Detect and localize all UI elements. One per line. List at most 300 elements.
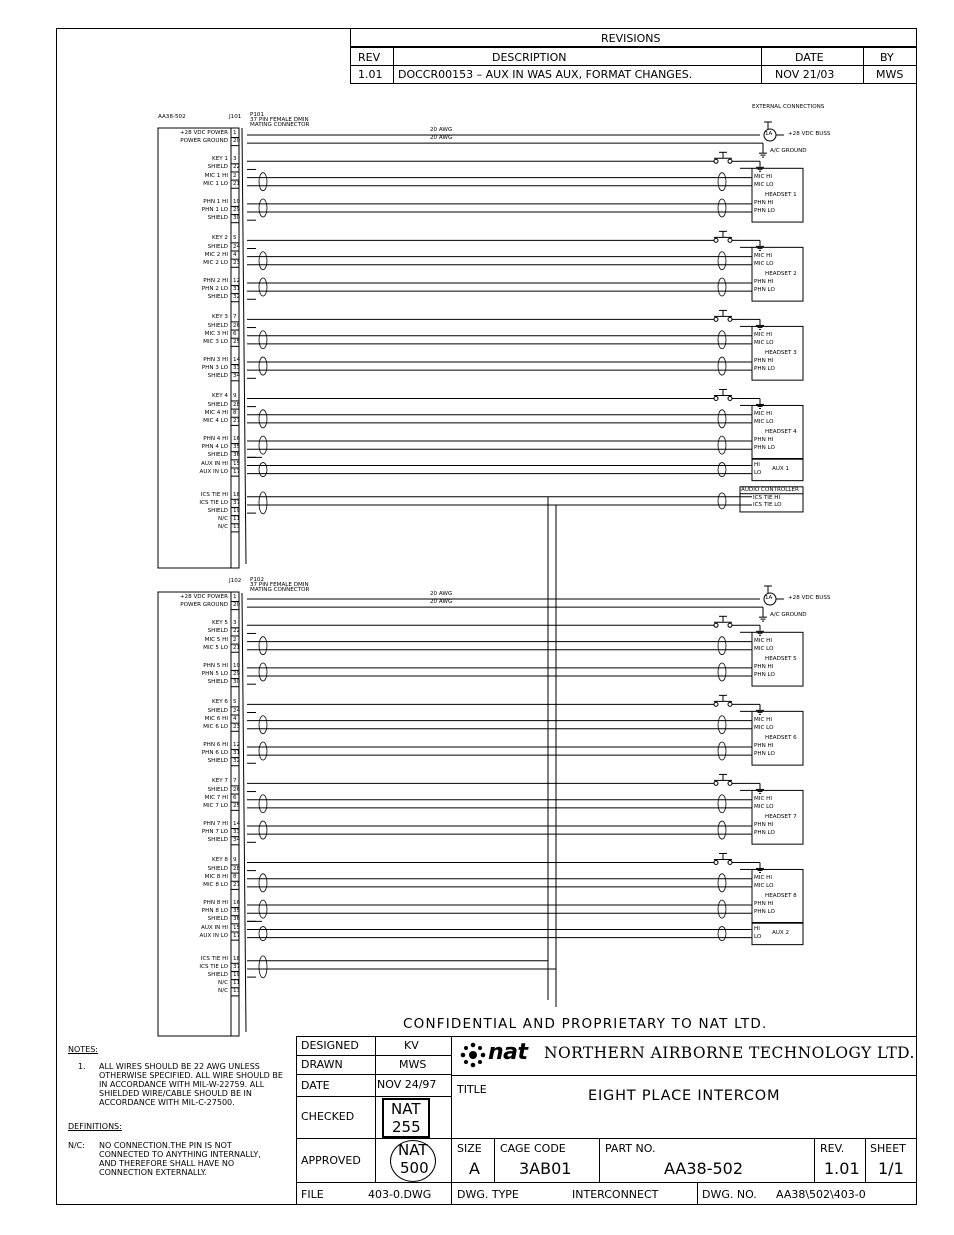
description-header: DESCRIPTION: [492, 51, 567, 64]
pin-label: MIC 6 HI: [204, 715, 228, 722]
wire-gauge-label: 20 AWG: [430, 599, 453, 606]
pin-number: 36: [233, 452, 241, 459]
device-pin-label: PHN HI: [754, 437, 774, 444]
pin-label: PHN 1 HI: [203, 198, 228, 205]
pin-number: 7: [233, 314, 237, 321]
pin-label: SHIELD: [207, 373, 228, 380]
pin-number: 22: [233, 628, 241, 635]
shield-oval: [718, 795, 726, 813]
wire-gauge-label: 20 AWG: [430, 591, 453, 597]
device-pin-label: MIC LO: [754, 803, 774, 810]
shield-oval: [718, 493, 726, 509]
pin-label: AUX IN HI: [201, 460, 228, 467]
cage-label: CAGE CODE: [500, 1142, 566, 1155]
pin-number: 17: [233, 932, 241, 939]
pin-label: MIC 6 LO: [203, 723, 228, 730]
pin-number: 34: [233, 837, 241, 844]
date-header: DATE: [795, 51, 824, 64]
pin-number: 14: [233, 357, 241, 363]
date-value: NOV 24/97: [377, 1078, 437, 1091]
shield-oval: [718, 663, 726, 681]
pin-label: N/C: [218, 524, 228, 531]
shield-oval: [718, 716, 726, 734]
nc-line-1: NO CONNECTION.THE PIN IS NOT: [99, 1141, 232, 1150]
pin-number: 25: [233, 338, 241, 345]
shield-oval: [259, 463, 267, 477]
dwg-type-label: DWG. TYPE: [457, 1188, 519, 1201]
nc-key: N/C:: [68, 1141, 85, 1150]
pin-label: PHN 1 LO: [201, 207, 228, 214]
pin-number: 16: [233, 900, 241, 907]
pin-number: 6: [233, 794, 237, 801]
pin-number: 2: [233, 636, 237, 643]
switch-contact: [728, 159, 732, 163]
pin-label: PHN 3 HI: [203, 357, 228, 363]
device-pin-label: LO: [754, 469, 762, 476]
shield-oval: [259, 199, 267, 217]
device-pin-label: PHN HI: [754, 278, 774, 285]
pin-label: +28 VDC POWER: [179, 130, 228, 136]
pin-label: SHIELD: [207, 401, 228, 408]
device-pin-label: MIC LO: [754, 418, 774, 425]
pin-label: MIC 5 HI: [204, 636, 228, 643]
dwg-type-value: INTERCONNECT: [572, 1188, 659, 1201]
switch-contact: [714, 159, 718, 163]
file-value: 403-0.DWG: [368, 1188, 432, 1201]
pin-label: MIC 2 LO: [203, 259, 228, 266]
cage-value: 3AB01: [519, 1159, 572, 1178]
device-pin-label: MIC LO: [754, 724, 774, 731]
rev-header: REV: [358, 51, 381, 64]
ground-label: A/C GROUND: [770, 148, 807, 155]
pin-number: 4: [233, 251, 237, 258]
device-pin-label: PHN LO: [754, 287, 775, 294]
device-pin-label: PHN HI: [754, 822, 774, 828]
device-pin-label: MIC HI: [754, 173, 773, 180]
pin-number: 16: [233, 436, 241, 443]
pin-label: SHIELD: [207, 628, 228, 635]
plug-description: MATING CONNECTOR: [250, 122, 310, 128]
approved-label: APPROVED: [301, 1154, 361, 1167]
plug-description: MATING CONNECTOR: [250, 587, 310, 593]
shield-oval: [259, 252, 267, 270]
device-pin-label: PHN LO: [754, 909, 775, 916]
shield-oval: [259, 637, 267, 655]
device-pin-label: PHN LO: [754, 208, 775, 215]
pin-label: POWER GROUND: [180, 602, 228, 609]
switch-contact: [728, 317, 732, 321]
shield-oval: [259, 795, 267, 813]
device-pin-label: MIC HI: [754, 410, 773, 417]
shield-oval: [259, 900, 267, 918]
pin-number: 25: [233, 802, 241, 809]
unit-label: AA38-502: [158, 114, 186, 120]
pin-label: SHIELD: [207, 243, 228, 250]
headset-name: HEADSET 7: [765, 813, 797, 820]
device-pin-label: HI: [754, 461, 760, 468]
plug-outline: [242, 128, 246, 564]
revisions-title: REVISIONS: [601, 32, 661, 45]
shield-oval: [718, 331, 726, 349]
pin-label: KEY 3: [212, 314, 228, 321]
pin-number: 28: [233, 865, 241, 872]
pin-number: 20: [233, 138, 241, 145]
pin-label: MIC 4 LO: [203, 417, 228, 424]
pin-label: PHN 8 HI: [203, 900, 228, 907]
pin-label: N/C: [218, 988, 228, 995]
shield-oval: [259, 173, 267, 191]
pin-number: 33: [233, 829, 241, 836]
pin-label: SHIELD: [207, 707, 228, 714]
pin-number: 7: [233, 778, 237, 785]
pin-number: 22: [233, 164, 241, 171]
notes-title: NOTES:: [68, 1045, 98, 1054]
pin-number: 27: [233, 417, 241, 424]
plug-label: P101: [250, 112, 265, 118]
nc-line-4: CONNECTION EXTERNALLY.: [99, 1168, 207, 1177]
switch-contact: [728, 396, 732, 400]
device-pin-label: PHN LO: [754, 751, 775, 758]
pin-label: MIC 8 LO: [203, 881, 228, 888]
pin-label: PHN 4 HI: [203, 436, 228, 443]
pin-number: 6: [233, 330, 237, 337]
pin-number: 21: [233, 180, 241, 187]
pin-number: 8: [233, 873, 237, 880]
pin-number: 1: [233, 130, 237, 136]
switch-contact: [728, 702, 732, 706]
definitions-title: DEFINITIONS:: [68, 1122, 122, 1131]
note-1-line-1: ALL WIRES SHOULD BE 22 AWG UNLESS: [99, 1062, 260, 1071]
revision-row-date: NOV 21/03: [775, 68, 835, 81]
pin-label: ICS TIE HI: [200, 955, 228, 962]
shield-oval: [259, 956, 267, 978]
jack-label: J101: [229, 114, 242, 120]
headset-name: HEADSET 8: [765, 892, 797, 899]
dwg-no-label: DWG. NO.: [702, 1188, 757, 1201]
shield-oval: [718, 410, 726, 428]
external-connections-label: EXTERNAL CONNECTIONS: [752, 104, 825, 110]
shield-oval: [718, 173, 726, 191]
shield-oval: [259, 410, 267, 428]
shield-oval: [718, 874, 726, 892]
shield-oval: [718, 821, 726, 839]
pin-label: ICS TIE LO: [199, 499, 228, 506]
device-pin-label: PHN HI: [754, 742, 774, 749]
device-pin-label: PHN LO: [754, 366, 775, 373]
title-label: TITLE: [457, 1083, 487, 1096]
note-1-number: 1.: [78, 1062, 86, 1071]
pin-label: PHN 2 LO: [201, 286, 228, 293]
pin-label: MIC 7 HI: [204, 794, 228, 801]
pin-label: ICS TIE HI: [200, 491, 228, 498]
approved-stamp-line-2: 500: [400, 1159, 429, 1177]
pin-label: KEY 8: [212, 857, 228, 864]
pin-label: SHIELD: [207, 679, 228, 686]
pin-label: PHN 7 HI: [203, 821, 228, 827]
shield-oval: [259, 436, 267, 454]
wire-gauge-label: 20 AWG: [430, 135, 453, 142]
device-pin-label: PHN HI: [754, 358, 774, 364]
pin-number: 14: [233, 821, 241, 827]
pin-number: 21: [233, 644, 241, 651]
device-pin-label: HI: [754, 925, 760, 932]
plug-description: 37 PIN FEMALE DMIN: [250, 582, 309, 588]
device-pin-label: PHN LO: [754, 830, 775, 837]
headset-name: HEADSET 6: [765, 734, 797, 741]
confidential-notice: CONFIDENTIAL AND PROPRIETARY TO NAT LTD.: [403, 1016, 768, 1032]
pin-number: 37: [233, 499, 241, 506]
shield-oval: [718, 463, 726, 477]
bus-label: +28 VDC BUSS: [788, 131, 831, 137]
dwg-no-value: AA38\502\403-0: [776, 1188, 866, 1201]
pin-number: 4: [233, 715, 237, 722]
pin-label: SHIELD: [207, 786, 228, 793]
pin-label: PHN 2 HI: [203, 277, 228, 284]
shield-oval: [718, 278, 726, 296]
shield-oval: [259, 742, 267, 760]
pin-label: KEY 5: [212, 620, 228, 627]
nat-logo-text: nat: [488, 1040, 528, 1065]
pin-label: KEY 6: [212, 699, 228, 706]
pin-number: 18: [233, 955, 241, 962]
checked-label: CHECKED: [301, 1110, 355, 1123]
pin-label: N/C: [218, 980, 228, 987]
pin-label: MIC 7 LO: [203, 802, 228, 809]
checked-stamp-line-2: 255: [392, 1118, 421, 1136]
plug-description: 37 PIN FEMALE DMIN: [250, 117, 309, 123]
pin-number: 30: [233, 679, 241, 686]
pin-label: SHIELD: [207, 837, 228, 844]
pin-number: 2: [233, 172, 237, 179]
pin-number: 37: [233, 963, 241, 970]
pin-number: 23: [233, 259, 241, 266]
pin-number: 20: [233, 602, 241, 609]
pin-number: 10: [233, 198, 241, 205]
shield-oval: [718, 927, 726, 941]
revision-row-rev: 1.01: [358, 68, 383, 81]
pin-number: 35: [233, 908, 241, 915]
pin-label: SHIELD: [207, 215, 228, 222]
pin-number: 19: [233, 508, 241, 515]
switch-contact: [714, 396, 718, 400]
wire-gauge-label: 20 AWG: [430, 127, 453, 133]
pin-number: 36: [233, 916, 241, 923]
pin-number: 11: [233, 980, 241, 987]
pin-label: N/C: [218, 516, 228, 523]
pin-number: 15: [233, 460, 241, 467]
pin-label: PHN 3 LO: [201, 365, 228, 372]
pin-label: KEY 4: [212, 393, 228, 400]
pin-number: 3: [233, 620, 237, 627]
shield-oval: [259, 927, 267, 941]
headset-name: HEADSET 5: [765, 655, 797, 662]
pin-label: KEY 1: [212, 156, 228, 163]
device-pin-label: LO: [754, 933, 762, 940]
pin-number: 26: [233, 322, 241, 329]
pin-label: SHIELD: [207, 164, 228, 171]
device-pin-label: MIC LO: [754, 260, 774, 267]
pin-number: 15: [233, 924, 241, 931]
nc-line-2: CONNECTED TO ANYTHING INTERNALLY,: [99, 1150, 261, 1159]
pin-label: PHN 7 LO: [201, 829, 228, 836]
device-pin-label: MIC LO: [754, 882, 774, 889]
device-pin-label: ICS TIE HI: [753, 494, 781, 501]
sheet-value: 1/1: [878, 1159, 904, 1178]
device-pin-label: MIC HI: [754, 331, 773, 338]
device-pin-label: PHN HI: [754, 901, 774, 908]
pin-number: 33: [233, 365, 241, 372]
shield-oval: [718, 357, 726, 375]
pin-label: POWER GROUND: [180, 138, 228, 145]
shield-oval: [718, 252, 726, 270]
plug-outline: [242, 593, 246, 1032]
pin-number: 32: [233, 758, 241, 765]
pin-number: 29: [233, 671, 241, 678]
ground-label: A/C GROUND: [770, 612, 807, 619]
pin-label: KEY 7: [212, 778, 228, 785]
headset-name: HEADSET 2: [765, 270, 797, 277]
plug-label: P102: [250, 577, 265, 583]
device-pin-label: MIC HI: [754, 716, 773, 723]
pin-number: 12: [233, 277, 241, 284]
pin-label: PHN 4 LO: [201, 444, 228, 451]
pin-number: 9: [233, 857, 237, 864]
checked-stamp-line-1: NAT: [391, 1100, 421, 1118]
switch-contact: [714, 238, 718, 242]
pin-number: 17: [233, 468, 241, 475]
pin-label: +28 VDC POWER: [179, 594, 228, 600]
pin-number: 9: [233, 393, 237, 400]
pin-number: 3: [233, 156, 237, 163]
device-pin-label: MIC LO: [754, 181, 774, 188]
pin-label: MIC 5 LO: [203, 644, 228, 651]
pin-label: SHIELD: [207, 865, 228, 872]
pin-number: 5: [233, 235, 237, 242]
date-label: DATE: [301, 1079, 330, 1092]
pin-label: MIC 1 HI: [204, 172, 228, 179]
pin-label: ICS TIE LO: [199, 963, 228, 970]
switch-contact: [714, 860, 718, 864]
device-pin-label: MIC LO: [754, 339, 774, 346]
pin-label: PHN 5 LO: [201, 671, 228, 678]
shield-oval: [718, 436, 726, 454]
designed-label: DESIGNED: [301, 1039, 359, 1052]
device-pin-label: PHN LO: [754, 672, 775, 679]
aux-name: AUX 2: [772, 929, 790, 936]
pin-number: 28: [233, 401, 241, 408]
sheet-label: SHEET: [870, 1142, 906, 1155]
shield-oval: [718, 900, 726, 918]
switch-contact: [714, 702, 718, 706]
pin-number: 32: [233, 294, 241, 301]
pin-number: 1: [233, 594, 237, 600]
headset-name: HEADSET 1: [765, 191, 797, 198]
drawn-value: MWS: [399, 1058, 427, 1071]
pin-label: SHIELD: [207, 452, 228, 459]
nc-line-3: AND THEREFORE SHALL HAVE NO: [99, 1159, 235, 1168]
pin-label: PHN 6 HI: [203, 741, 228, 748]
pin-label: PHN 5 HI: [203, 662, 228, 669]
switch-contact: [714, 781, 718, 785]
approved-stamp-line-1: NAT: [398, 1141, 428, 1159]
pin-label: SHIELD: [207, 972, 228, 979]
revision-row-description: DOCCR00153 – AUX IN WAS AUX, FORMAT CHANGES.: [398, 68, 693, 81]
pin-number: 10: [233, 662, 241, 669]
switch-contact: [728, 623, 732, 627]
switch-contact: [714, 623, 718, 627]
size-label: SIZE: [457, 1142, 482, 1155]
shield-oval: [259, 357, 267, 375]
pin-number: 24: [233, 707, 241, 714]
pin-label: MIC 4 HI: [204, 409, 228, 416]
pin-number: 18: [233, 491, 241, 498]
pin-label: MIC 8 HI: [204, 873, 228, 880]
pin-label: SHIELD: [207, 916, 228, 923]
pin-number: 29: [233, 207, 241, 214]
pin-label: SHIELD: [207, 322, 228, 329]
headset-name: HEADSET 3: [765, 349, 797, 356]
pin-label: SHIELD: [207, 758, 228, 765]
rev-label: REV.: [820, 1142, 845, 1155]
company-name: NORTHERN AIRBORNE TECHNOLOGY LTD.: [544, 1044, 915, 1062]
shield-oval: [259, 874, 267, 892]
pin-label: MIC 1 LO: [203, 180, 228, 187]
by-header: BY: [880, 51, 894, 64]
device-pin-label: PHN LO: [754, 445, 775, 452]
pin-number: 35: [233, 444, 241, 451]
shield-oval: [718, 637, 726, 655]
pin-label: SHIELD: [207, 508, 228, 515]
shield-oval: [259, 331, 267, 349]
device-pin-label: PHN HI: [754, 663, 774, 670]
pin-number: 23: [233, 723, 241, 730]
note-1-line-3: IN ACCORDANCE WITH MIL-W-22759. ALL: [99, 1080, 265, 1089]
pin-number: 26: [233, 786, 241, 793]
pin-label: MIC 2 HI: [204, 251, 228, 258]
device-pin-label: MIC HI: [754, 252, 773, 259]
device-pin-label: MIC HI: [754, 874, 773, 881]
switch-contact: [714, 317, 718, 321]
part-label: PART NO.: [605, 1142, 656, 1155]
pin-number: 31: [233, 286, 241, 293]
note-1-line-5: ACCORDANCE WITH MIL-C-27500.: [99, 1098, 235, 1107]
size-value: A: [469, 1159, 480, 1178]
shield-oval: [259, 716, 267, 734]
jack-label: J102: [229, 578, 242, 584]
shield-oval: [259, 821, 267, 839]
shield-oval: [718, 199, 726, 217]
shield-oval: [259, 663, 267, 681]
switch-contact: [728, 781, 732, 785]
pin-number: 13: [233, 988, 241, 995]
aux-name: AUX 1: [772, 465, 790, 472]
pin-label: AUX IN HI: [201, 924, 228, 931]
pin-number: 19: [233, 972, 241, 979]
nat-logo-mark-icon: [458, 1041, 488, 1069]
note-1-line-4: SHIELDED WIRE/CABLE SHOULD BE IN: [99, 1089, 252, 1098]
shield-oval: [259, 278, 267, 296]
shield-oval: [718, 742, 726, 760]
pin-label: KEY 2: [212, 235, 228, 242]
revision-row-by: MWS: [876, 68, 904, 81]
fuse-label: 1A: [765, 595, 773, 601]
headset-name: HEADSET 4: [765, 428, 797, 435]
pin-number: 31: [233, 750, 241, 757]
part-value: AA38-502: [664, 1159, 744, 1178]
pin-label: SHIELD: [207, 294, 228, 301]
pin-number: 8: [233, 409, 237, 416]
device-pin-label: MIC HI: [754, 795, 773, 802]
